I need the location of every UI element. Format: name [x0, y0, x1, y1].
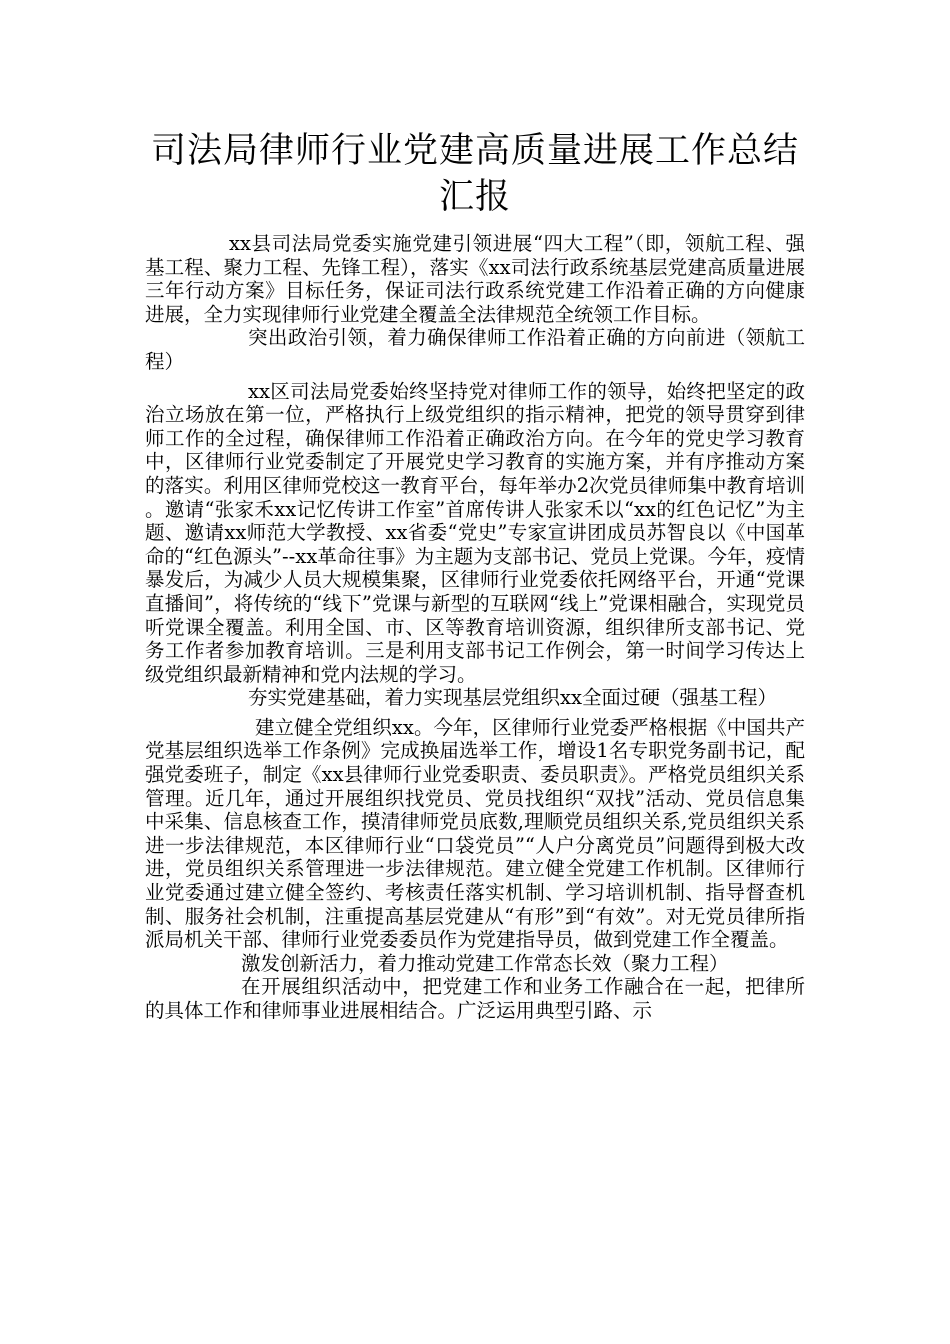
section-heading-leading: 突出政治引领，着力确保律师工作沿着正确的方向前进（领航工程）	[145, 326, 805, 373]
section-body-cohesion: 在开展组织活动中，把党建工作和业务工作融合在一起，把律所的具体工作和律师事业进展相结合。广泛运用典型引路、示	[145, 975, 805, 1022]
intro-paragraph: xx县司法局党委实施党建引领进展“四大工程”（即，领航工程、强基工程、聚力工程、先锋工程），落实《xx司法行政系统基层党建高质量进展三年行动方案》目标任务，保证司法行政系统党建工作沿着正确的方向健康进展，全力实现律师行业党建全覆盖全法律规范全统领工作目标。	[145, 232, 805, 326]
section-body-leading: xx区司法局党委始终坚持党对律师工作的领导，始终把坚定的政治立场放在第一位，严格执行上级党组织的指示精神，把党的领导贯穿到律师工作的全过程，确保律师工作沿着正确政治方向。在今年的党史学习教育中，区律师行业党委制定了开展党史学习教育的实施方案，并有序推动方案的落实。利用区律师党校这一教育平台，每年举办2次党员律师集中教育培训。邀请“张家禾xx记忆传讲工作室”首席传讲人张家禾以“xx的红色记忆”为主题、邀请xx师范大学教授、xx省委“党史”专家宣讲团成员苏智良以《中国革命的“红色源头”--xx革命往事》为主题为支部书记、党员上党课。今年，疫情暴发后，为减少人员大规模集聚，区律师行业党委依托网络平台，开通“党课直播间”，将传统的“线下”党课与新型的互联网“线上”党课相融合，实现党员听党课全覆盖。利用全国、市、区等教育培训资源，组织律所支部书记、党务工作者参加教育培训。三是利用支部书记工作例会，第一时间学习传达上级党组织最新精神和党内法规的学习。	[145, 379, 805, 686]
document-page	[145, 128, 805, 1023]
section-body-foundation: 建立健全党组织xx。今年，区律师行业党委严格根据《中国共产党基层组织选举工作条例》完成换届选举工作，增设1名专职党务副书记，配强党委班子，制定《xx县律师行业党委职责、委员职责》。严格党员组织关系管理。近几年，通过开展组织找党员、党员找组织“双找”活动、党员信息集中采集、信息核查工作，摸清律师党员底数,理顺党员组织关系,党员组织关系进一步法律规范，本区律师行业“口袋党员”“人户分离党员”问题得到极大改进，党员组织关系管理进一步法律规范。建立健全党建工作机制。区律师行业党委通过建立健全签约、考核责任落实机制、学习培训机制、指导督查机制、服务社会机制，注重提高基层党建从“有形”到“有效”。对无党员律所指派局机关干部、律师行业党委委员作为党建指导员，做到党建工作全覆盖。	[145, 715, 805, 952]
section-heading-cohesion: 激发创新活力，着力推动党建工作常态长效（聚力工程）	[241, 951, 729, 975]
section-heading-foundation: 夯实党建基础，着力实现基层党组织xx全面过硬（强基工程）	[248, 686, 777, 710]
document-title: 司法局律师行业党建高质量进展工作总结汇报	[150, 131, 799, 217]
